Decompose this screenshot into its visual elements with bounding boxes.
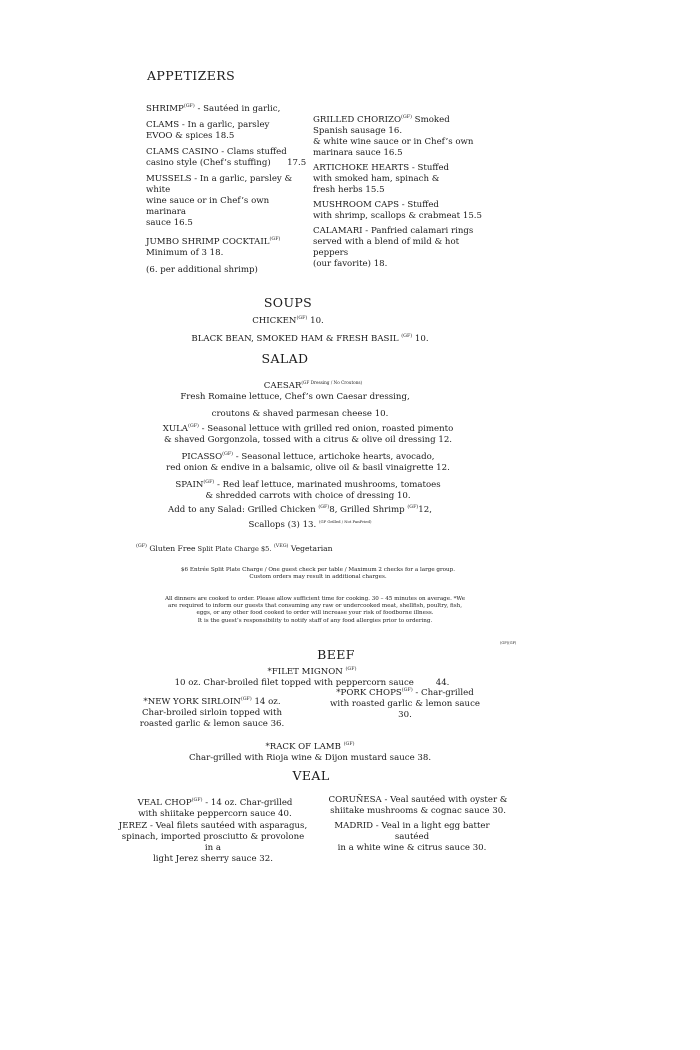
split-charge-note: $6 Entrée Split Plate Charge / One guest check per table / Maximum 2 checks for a large group. Custom orders may result in additional charges. [180,567,456,581]
small-mark: (GF)(GF) [500,641,517,645]
beef-new-york-sirloin: *NEW YORK $SIRLOIN^{(GF)}$ 14 oz. Char-broiled sirloin topped with roasted garlic & lemon sauce 36. [139,697,285,729]
legend-line: $^{(GF)}$ Gluten Free Split Plate Charge $5. $^{(VEG)}$ Vegetarian [136,544,333,553]
salad-add-ons: Add to any Salad: Grilled Chicken $^{(GF)}$8, Grilled Shrimp $^{(GF)}$12, Scallops (3) 13. $^{(GF Grilled / Not PanFried)}$ [168,505,432,530]
soups-title: SOUPS [263,295,313,310]
menu-item-clams: CLAMS - In a garlic, parsley EVOO & spices 18.5 [146,120,270,141]
menu-item-grilled-chorizo: GRILLED $CHORIZO^{(GF)}$ Smoked Spanish sausage 16. & white wine sauce or in Chef’s own marinara sauce 16.5 [313,115,474,158]
menu-item-artichoke-hearts: ARTICHOKE HEARTS - Stuffed with smoked ham, spinach & fresh herbs 15.5 [313,163,450,195]
menu-item-calamari: CALAMARI - Panfried calamari rings served with a blend of mild & hot peppers (our favorite) 18. [313,226,474,269]
beef-rack-of-lamb: *RACK OF LAMB $^{(GF)}$ Char-grilled with Rioja wine & Dijon mustard sauce 38. [188,742,432,763]
soup-chicken: $CHICKEN^{(GF)}$ 10. [252,316,324,326]
menu-item-mussels: MUSSELS - In a garlic, parsley & white wine sauce or in Chef’s own marinara sauce 16.5 [146,174,293,228]
appetizers-left-column [146,101,311,276]
salad-spain: $SPAIN^{(GF)}$ - Red leaf lettuce, marinated mushrooms, tomatoes & shredded carrots with choice of dressing 10. [175,480,441,501]
veal-jerez: JEREZ - Veal filets sautéed with asparagus, spinach, imported prosciutto & provolone in a light Jerez sherry sauce 32. [118,821,308,864]
menu-item-mushroom-caps: MUSHROOM CAPS - Stuffed with shrimp, scallops & crabmeat 15.5 [313,200,483,221]
menu-item-note: (6. per additional shrimp) [146,265,258,275]
menu-item-clams-casino: CLAMS CASINO - Clams stuffed casino style (Chef’s stuffing) 17.5 [146,147,307,168]
salad-xula: $XULA^{(GF)}$ - Seasonal lettuce with grilled red onion, roasted pimento & shaved Gorgonzola, tossed with a citrus & olive oil dressing 12. [162,424,454,445]
veal-chop: VEAL $CHOP^{(GF)} - 14$ oz. Char-grilled with shiitake peppercorn sauce 40. [137,798,293,819]
soup-black-bean: BLACK BEAN, SMOKED HAM & FRESH BASIL $^{(GF)}$ 10. [191,334,429,344]
beef-filet-mignon: *FILET MIGNON $^{(GF)}$ 10 oz. Char-broiled filet topped with peppercorn sauce 44. [174,667,450,688]
menu-item-shrimp: $SHRIMP^{(GF)}$ - Sautéed in garlic, [146,104,281,114]
menu-item-jumbo-shrimp-cocktail: JUMBO SHRIMP $COCKTAIL^{(GF)}$ Minimum of 3 18. [146,237,281,258]
beef-title: BEEF [317,647,355,662]
salad-caesar: $CAESAR^{(GF Dressing / No Croutons)}$ Fresh Romaine lettuce, Chef’s own Caesar dressing, croutons & shaved parmesan cheese 10. [180,380,410,419]
appetizers-title: APPETIZERS [147,68,236,83]
beef-pork-chops: *PORK $CHOPS^{(GF)}$ - Char-grilled with roasted garlic & lemon sauce 30. [330,688,480,720]
veal-title: VEAL [292,768,330,783]
salad-picasso: $PICASSO^{(GF)}$ - Seasonal lettuce, artichoke hearts, avocado, red onion & endive in a balsamic, olive oil & basil vinaigrette 12. [166,452,450,473]
veal-corunesa: CORUÑESA - Veal sautéed with oyster & shiitake mushrooms & cognac sauce 30. [328,795,508,816]
cooking-disclaimer: All dinners are cooked to order. Please allow sufficient time for cooking. 30 – 45 minutes on average. *We are required to inform our guests that consuming any raw or undercooked meat, shellfish, poultry, fish, eggs, or any other food cooked to order will increase your risk of foodborne illness. It is the guest’s responsibility to notify staff of any food allergies prior to ordering. [164,596,466,624]
veal-madrid: MADRID - Veal in a light egg batter sautéed in a white wine & citrus sauce 30. [334,821,490,853]
salad-title: SALAD [261,351,309,366]
appetizers-right-column [313,112,483,270]
